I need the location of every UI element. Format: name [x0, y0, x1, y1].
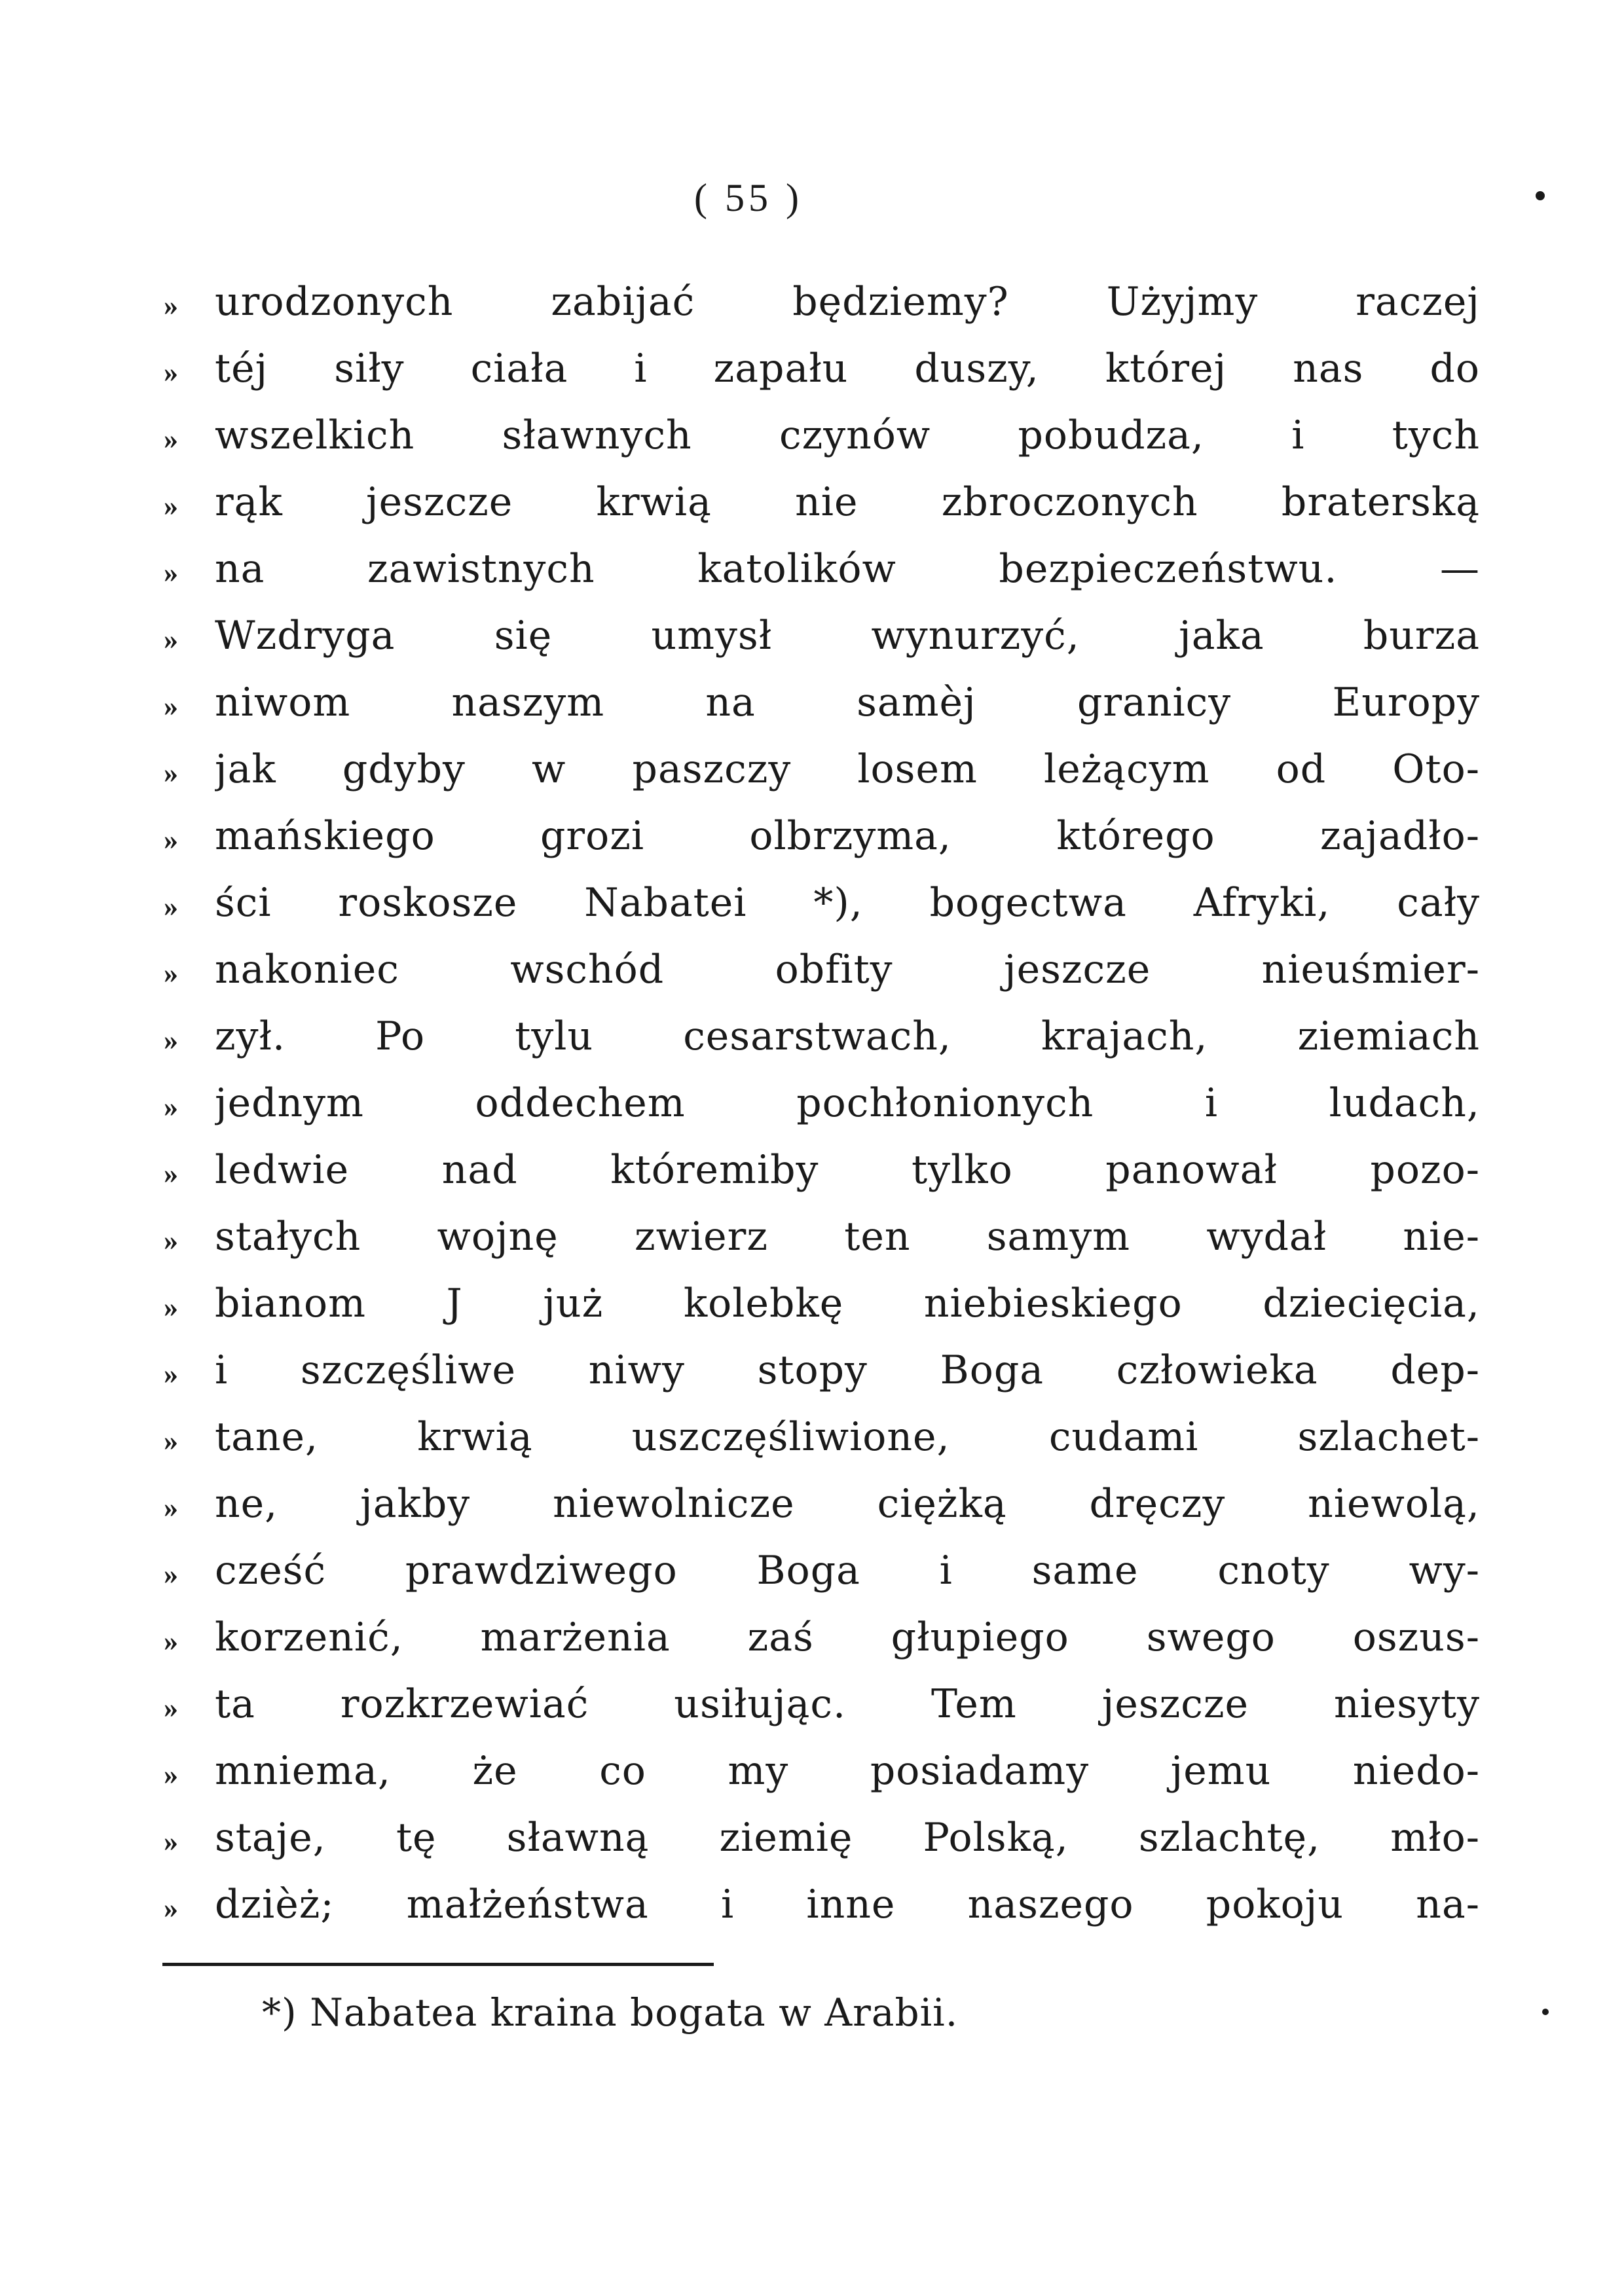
text-line — [164, 1738, 1480, 1804]
line-text: ledwie nad któremiby tylko panował pozo- — [215, 1147, 1480, 1193]
quote-mark: » — [164, 690, 178, 722]
line-text: mniema, że co my posiadamy jemu niedo- — [215, 1748, 1480, 1794]
text-line — [164, 1203, 1480, 1270]
text-line — [164, 669, 1480, 736]
quote-mark: » — [164, 1892, 178, 1924]
quote-mark: » — [164, 757, 178, 789]
quote-mark: » — [164, 1425, 178, 1457]
quote-mark: » — [164, 289, 178, 321]
text-line — [164, 1871, 1480, 1938]
quote-mark: » — [164, 1291, 178, 1323]
footnote: *) Nabatea kraina bogata w Arabii. — [262, 1990, 959, 2035]
quote-mark: » — [164, 890, 178, 922]
quote-mark: » — [164, 957, 178, 989]
line-text: jak gdyby w paszczy losem leżącym od Oto- — [215, 746, 1480, 792]
quote-mark: » — [164, 1491, 178, 1523]
line-text: ści roskosze Nabatei *), bogectwa Afryki, cały — [215, 880, 1480, 926]
page-number: ( 55 ) — [694, 176, 803, 219]
line-text: rąk jeszcze krwią nie zbroczonych braterską — [215, 479, 1480, 525]
line-text: korzenić, marżenia zaś głupiego swego oszus- — [215, 1614, 1480, 1660]
quote-mark: » — [164, 1091, 178, 1123]
text-line — [164, 1337, 1480, 1404]
text-line — [164, 1470, 1480, 1537]
text-line — [164, 469, 1480, 536]
text-line — [164, 1537, 1480, 1604]
line-text: zył. Po tylu cesarstwach, krajach, ziemiach — [215, 1013, 1480, 1059]
text-line — [164, 1804, 1480, 1871]
text-line — [164, 936, 1480, 1003]
line-text: tane, krwią uszczęśliwione, cudami szlachet- — [215, 1414, 1480, 1460]
line-text: nakoniec wschód obfity jeszcze nieuśmier- — [215, 947, 1480, 993]
line-text: bianom J już kolebkę niebieskiego dziecięcia, — [215, 1281, 1480, 1326]
line-text: stałych wojnę zwierz ten samym wydał nie- — [215, 1214, 1480, 1260]
line-text: jednym oddechem pochłonionych i ludach, — [215, 1080, 1480, 1126]
text-line — [164, 1070, 1480, 1137]
text-line — [164, 1671, 1480, 1738]
quote-mark: » — [164, 1024, 178, 1056]
text-line — [164, 1003, 1480, 1070]
quote-mark: » — [164, 356, 178, 388]
ink-speck — [1542, 2009, 1549, 2015]
quote-mark: » — [164, 1224, 178, 1256]
quote-mark: » — [164, 1625, 178, 1657]
text-line — [164, 803, 1480, 869]
quote-mark: » — [164, 824, 178, 856]
text-line — [164, 1404, 1480, 1470]
text-line — [164, 602, 1480, 669]
quote-mark: » — [164, 1758, 178, 1791]
quote-mark: » — [164, 490, 178, 522]
text-line — [164, 268, 1480, 335]
line-text: staje, tę sławną ziemię Polską, szlachtę, mło- — [215, 1815, 1480, 1861]
line-text: ta rozkrzewiać usiłując. Tem jeszcze niesyty — [215, 1681, 1480, 1727]
text-line — [164, 335, 1480, 402]
text-line — [164, 1137, 1480, 1203]
line-text: urodzonych zabijać będziemy? Użyjmy raczej — [215, 279, 1480, 325]
line-text: wszelkich sławnych czynów pobudza, i tych — [215, 412, 1480, 458]
quote-mark: » — [164, 423, 178, 455]
quote-mark: » — [164, 1558, 178, 1590]
line-text: Wzdryga się umysł wynurzyć, jaka burza — [215, 613, 1480, 659]
line-text: dzièż; małżeństwa i inne naszego pokoju na- — [215, 1882, 1480, 1927]
line-text: na zawistnych katolików bezpieczeństwu. — — [215, 546, 1480, 592]
quote-mark: » — [164, 1358, 178, 1390]
text-line — [164, 536, 1480, 602]
line-text: ne, jakby niewolnicze ciężką dręczy niewolą, — [215, 1481, 1480, 1527]
line-text: niwom naszym na samèj granicy Europy — [215, 680, 1480, 725]
ink-speck — [1536, 191, 1545, 200]
text-line — [164, 736, 1480, 803]
line-text: mańskiego grozi olbrzyma, którego zajadło- — [215, 813, 1480, 859]
quote-mark: » — [164, 623, 178, 655]
line-text: i szczęśliwe niwy stopy Boga człowieka dep- — [215, 1347, 1480, 1393]
quote-mark: » — [164, 1692, 178, 1724]
footnote-divider — [162, 1963, 714, 1966]
body-text — [164, 268, 1480, 1938]
line-text: téj siły ciała i zapału duszy, której nas do — [215, 346, 1480, 392]
quote-mark: » — [164, 1825, 178, 1857]
text-line — [164, 1270, 1480, 1337]
quote-mark: » — [164, 1157, 178, 1190]
text-line — [164, 869, 1480, 936]
text-line — [164, 1604, 1480, 1671]
quote-mark: » — [164, 556, 178, 589]
text-line — [164, 402, 1480, 469]
line-text: cześć prawdziwego Boga i same cnoty wy- — [215, 1548, 1480, 1594]
